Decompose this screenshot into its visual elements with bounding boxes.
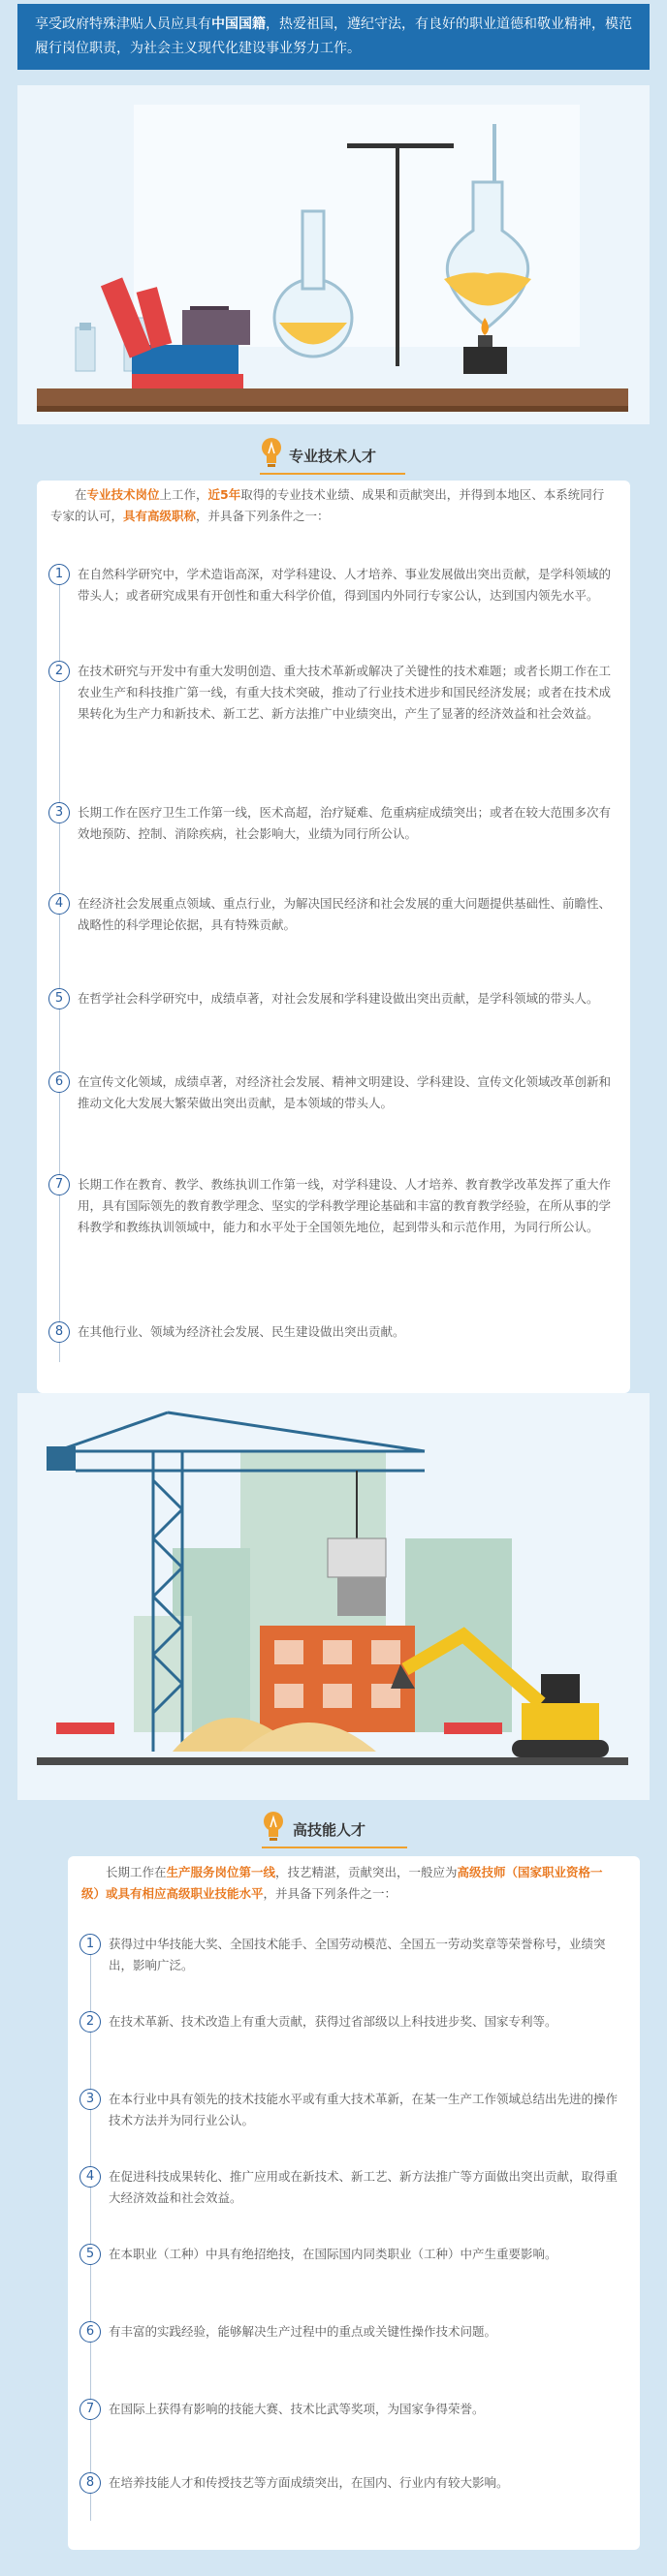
intro-segment: 在 (75, 487, 87, 502)
list-item (79, 2472, 620, 2494)
professional-card (37, 481, 630, 1393)
list-item (48, 1321, 611, 1343)
intro-text-bold: 中国国籍 (211, 16, 266, 32)
intro-highlight: 专业技术岗位 (86, 487, 160, 502)
professional-intro (50, 481, 611, 527)
item-text: 在其他行业、领域为经济社会发展、民生建设做出突出贡献。 (78, 1324, 405, 1339)
item-number: 1 (48, 564, 70, 585)
intro-highlight: 具有高级职称 (123, 509, 197, 523)
list-item (48, 564, 611, 606)
intro-highlight: 近5年 (207, 487, 241, 502)
lab-illustration (17, 85, 650, 424)
list-item (79, 2011, 620, 2033)
list-item (79, 2321, 620, 2343)
list-item (79, 2399, 620, 2420)
intro-segment: ，并具备下列条件之一： (263, 1886, 397, 1901)
bulb-icon (262, 1810, 285, 1843)
list-item (79, 2244, 620, 2265)
item-text: 获得过中华技能大奖、全国技术能手、全国劳动模范、全国五一劳动奖章等荣誉称号，业绩突出，影响广泛。 (109, 1937, 606, 1972)
item-number: 8 (48, 1321, 70, 1343)
intro-segment: ，技艺精湛，贡献突出，一般应为 (275, 1865, 458, 1879)
item-number: 5 (79, 2244, 101, 2265)
intro-segment: 长期工作在 (106, 1865, 167, 1879)
item-number: 1 (79, 1934, 101, 1955)
item-number: 8 (79, 2472, 101, 2494)
item-text: 有丰富的实践经验，能够解决生产过程中的重点或关键性操作技术问题。 (109, 2324, 497, 2339)
section-title-professional: 专业技术人才 (289, 448, 377, 465)
intro-banner (17, 4, 650, 70)
list-item (79, 2089, 620, 2131)
list-item (48, 1071, 611, 1114)
intro-text-post: ，热爱祖国，遵纪守法，有良好的职业道德和敬业精神，模范履行岗位职责，为社会主义现代化建设事业努力工作。 (35, 16, 632, 56)
item-number: 6 (79, 2321, 101, 2343)
item-text: 在本行业中具有领先的技术技能水平或有重大技术革新，在某一生产工作领域总结出先进的操作技术方法并为同行业公认。 (109, 2092, 619, 2127)
bulb-icon (260, 436, 283, 469)
skilled-intro (81, 1856, 620, 1905)
item-text: 在培养技能人才和传授技艺等方面成绩突出，在国内、行业内有较大影响。 (109, 2475, 509, 2490)
intro-highlight: 高级技师（国家职业资格一级）或具有相应高级职业技能水平 (81, 1865, 603, 1901)
item-text: 在技术研究与开发中有重大发明创造、重大技术革新或解决了关键性的技术难题；或者长期工作在工农业生产和科技推广第一线，有重大技术突破，推动了行业技术进步和国民经济发展；或者在技术成果转化为生产力和新技术、新工艺、新方法推广中业绩突出，产生了显著的经济效益和社会效益。 (78, 664, 612, 721)
item-number: 4 (79, 2166, 101, 2188)
section-title-skilled: 高技能人才 (293, 1821, 366, 1839)
item-text: 在本职业（工种）中具有绝招绝技，在国际国内同类职业（工种）中产生重要影响。 (109, 2247, 557, 2261)
item-number: 3 (48, 802, 70, 823)
item-text: 长期工作在教育、教学、教练执训工作第一线，对学科建设、人才培养、教育教学改革发挥了重大作用，具有国际领先的教育教学理念、坚实的学科教学理论基础和丰富的教育教学经验，在所从事的学科教学和教练执训领域中，能力和水平处于全国领先地位，起到带头和示范作用，为同行所公认。 (78, 1177, 612, 1234)
item-text: 在技术革新、技术改造上有重大贡献，获得过省部级以上科技进步奖、国家专利等。 (109, 2014, 557, 2029)
lab-panel (17, 85, 650, 424)
section-rule (260, 473, 405, 475)
list-item (48, 893, 611, 936)
list-item (79, 2166, 620, 2209)
skilled-card (68, 1856, 640, 2550)
item-number: 7 (48, 1174, 70, 1195)
intro-segment: ，并具备下列条件之一： (196, 509, 330, 523)
intro-highlight: 生产服务岗位第一线 (166, 1865, 276, 1879)
item-text: 在哲学社会科学研究中，成绩卓著，对社会发展和学科建设做出突出贡献，是学科领域的带头人。 (78, 991, 599, 1006)
section-header-professional (0, 436, 667, 475)
item-number: 6 (48, 1071, 70, 1093)
item-text: 在经济社会发展重点领域、重点行业，为解决国民经济和社会发展的重大问题提供基础性、前瞻性、战略性的科学理论依据，具有特殊贡献。 (78, 896, 612, 932)
item-text: 在促进科技成果转化、推广应用或在新技术、新工艺、新方法推广等方面做出突出贡献，取得重大经济效益和社会效益。 (109, 2169, 619, 2205)
intro-segment: 取得的专业技术业绩、成果和贡献突出，并得到本地区、本系统同行专家的认可， (50, 487, 605, 523)
intro-text-pre: 享受政府特殊津贴人员应具有 (35, 16, 211, 32)
item-number: 3 (79, 2089, 101, 2110)
item-number: 7 (79, 2399, 101, 2420)
item-number: 2 (48, 661, 70, 682)
intro-segment: 上工作， (159, 487, 208, 502)
item-text: 在宣传文化领域，成绩卓著，对经济社会发展、精神文明建设、学科建设、宣传文化领域改革创新和推动文化大发展大繁荣做出突出贡献，是本领域的带头人。 (78, 1074, 612, 1110)
item-number: 4 (48, 893, 70, 915)
list-item (48, 988, 611, 1009)
construction-illustration (17, 1393, 650, 1800)
section-header-skilled (0, 1810, 667, 1848)
item-number: 2 (79, 2011, 101, 2033)
list-item (48, 1174, 611, 1238)
construction-panel (17, 1393, 650, 1800)
list-item (48, 661, 611, 725)
list-item (48, 802, 611, 845)
section-rule (262, 1847, 407, 1848)
item-text: 长期工作在医疗卫生工作第一线，医术高超，治疗疑难、危重病症成绩突出；或者在较大范围多次有效地预防、控制、消除疾病，社会影响大，业绩为同行所公认。 (78, 805, 612, 841)
item-text: 在自然科学研究中，学术造诣高深，对学科建设、人才培养、事业发展做出突出贡献，是学科领域的带头人；或者研究成果有开创性和重大科学价值，得到国内外同行专家公认，达到国内领先水平。 (78, 567, 612, 603)
item-number: 5 (48, 988, 70, 1009)
list-item (79, 1934, 620, 1976)
item-text: 在国际上获得有影响的技能大赛、技术比武等奖项，为国家争得荣誉。 (109, 2402, 485, 2416)
